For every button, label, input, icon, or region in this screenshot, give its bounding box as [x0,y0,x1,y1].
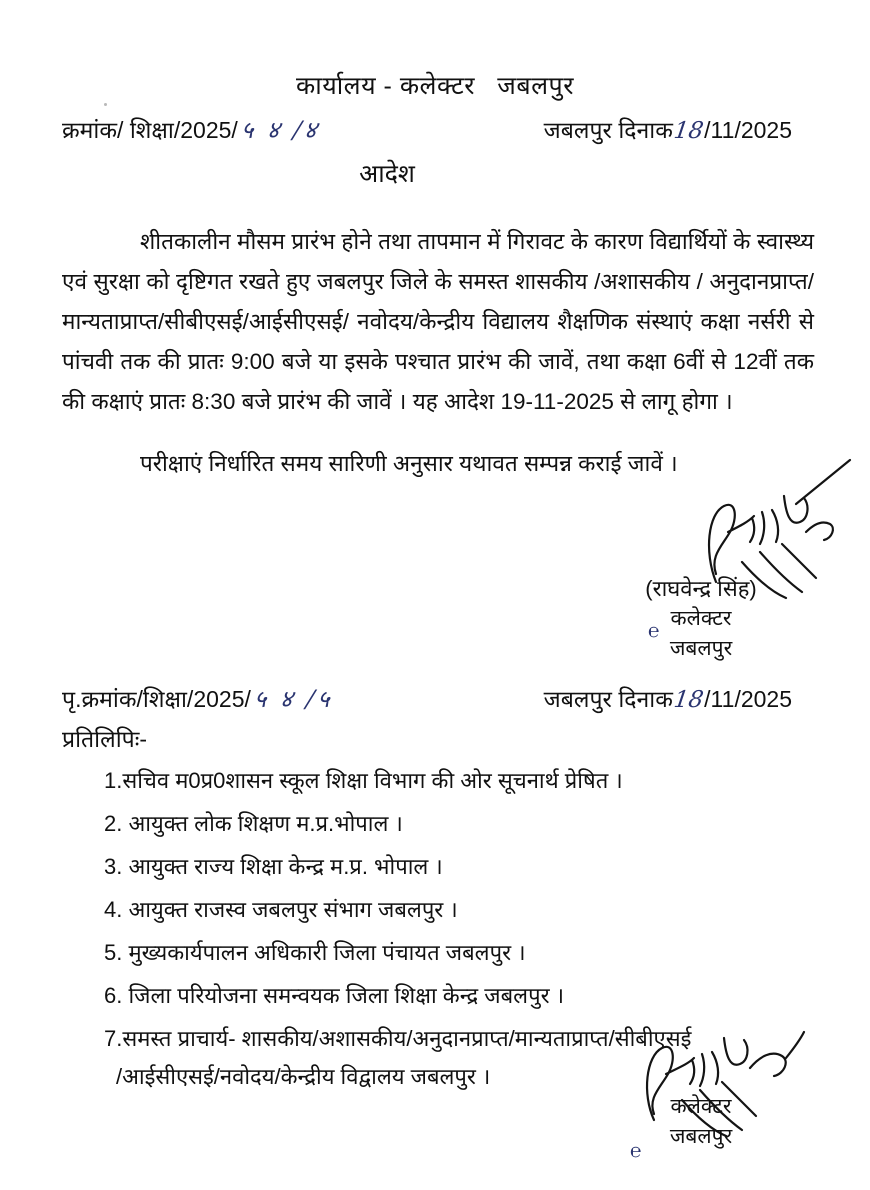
order-body-paragraph-2-text: परीक्षाएं निर्धारित समय सारिणी अनुसार यथावत सम्पन्न कराई जावें । [140,451,678,476]
list-item: 4. आयुक्त राजस्व जबलपुर संभाग जबलपुर । [104,897,458,922]
list-item: 1.सचिव म0प्र0शासन स्कूल शिक्षा विभाग की ओर सूचनार्थ प्रेषित । [104,768,623,793]
signatory-role-bottom: कलेक्टर [670,1095,732,1118]
copy-to-list [104,762,810,1101]
signature-block-bottom [596,1092,806,1152]
order-heading [0,156,870,190]
order-body [62,222,814,484]
signatory-place-top: जबलपुर [669,637,733,660]
reference-number-bottom-handwritten: ५ ४ /५ [252,685,335,713]
reference-number-bottom-prefix: पृ.क्रमांक/शिक्षा/2025/ [62,686,251,712]
order-body-paragraph-1-text: शीतकालीन मौसम प्रारंभ होने तथा तापमान में गिरावट के कारण विद्यार्थियों के स्वास्थ्य एवं सुरक्षा को दृष्टिगत रखते हुए जबलपुर जिले के समस्त शासकीय /अशासकीय / अनुदानप्राप्त/मान्यताप्राप्त/सीबीएसई/आईसीएसई/ नवोदय/केन्द्रीय विद्यालय शैक्षणिक संस्थाएं कक्षा नर्सरी से पांचवी तक की प्रातः 9:00 बजे या इसके पश्चात प्रारंभ की जावें, तथा कक्षा 6वीं से 12वीं तक की कक्षाएं प्रातः 8:30 बजे प्रारंभ की जावें । यह आदेश 19-11-2025 से लागू होगा । [62,229,814,414]
order-body-paragraph-1 [62,222,814,422]
order-body-paragraph-2 [62,444,814,484]
date-line-bottom-suffix: /11/2025 [704,686,792,712]
date-line-bottom [544,682,810,714]
list-item: 5. मुख्यकार्यपालन अधिकारी जिला पंचायत जबलपुर । [104,940,526,965]
date-line-top-handwritten-day: 18 [672,118,705,144]
list-item: 3. आयुक्त राज्य शिक्षा केन्द्र म.प्र. भोपाल । [104,854,443,879]
reference-number-top-handwritten: ५ ४ /४ [239,116,322,144]
initial-mark-bottom: ℮ [630,1140,642,1162]
list-item [104,1020,810,1096]
reference-number-bottom [62,682,336,715]
reference-row-bottom [62,682,810,715]
order-heading-text: आदेश [359,160,415,188]
date-line-bottom-handwritten-day: 18 [672,687,705,713]
reference-number-top-prefix: क्रमांक/ शिक्षा/2025/ [62,117,238,143]
copy-to-label: प्रतिलिपिः- [62,726,148,752]
page-title: कार्यालय - कलेक्टर जबलपुर [296,72,574,100]
list-item: 2. आयुक्त लोक शिक्षण म.प्र.भोपाल । [104,811,403,836]
reference-row-top [62,113,810,146]
date-line-bottom-prefix: जबलपुर दिनाक [543,686,673,712]
signatory-role-top: कलेक्टर [670,607,732,630]
initial-mark-top: ℮ [648,620,660,642]
list-item-7-line-2: /आईसीएसई/नवोदय/केन्द्रीय विद्वालय जबलपुर । [116,1064,491,1089]
list-item: 6. जिला परियोजना समन्वयक जिला शिक्षा केन्द्र जबलपुर । [104,983,565,1008]
signatory-name-top: (राघवेन्द्र सिंह) [645,576,757,601]
reference-number-top [62,113,323,146]
signatory-place-bottom: जबलपुर [669,1125,733,1148]
list-item-7-line-1: 7.समस्त प्राचार्य- शासकीय/अशासकीय/अनुदानप्राप्त/मान्यताप्राप्त/सीबीएसई [104,1026,692,1051]
scan-artifact [104,103,107,106]
date-line-top [544,113,810,145]
date-line-top-prefix: जबलपुर दिनाक [543,117,673,143]
date-line-top-suffix: /11/2025 [704,117,792,143]
signature-block-top [596,574,806,664]
